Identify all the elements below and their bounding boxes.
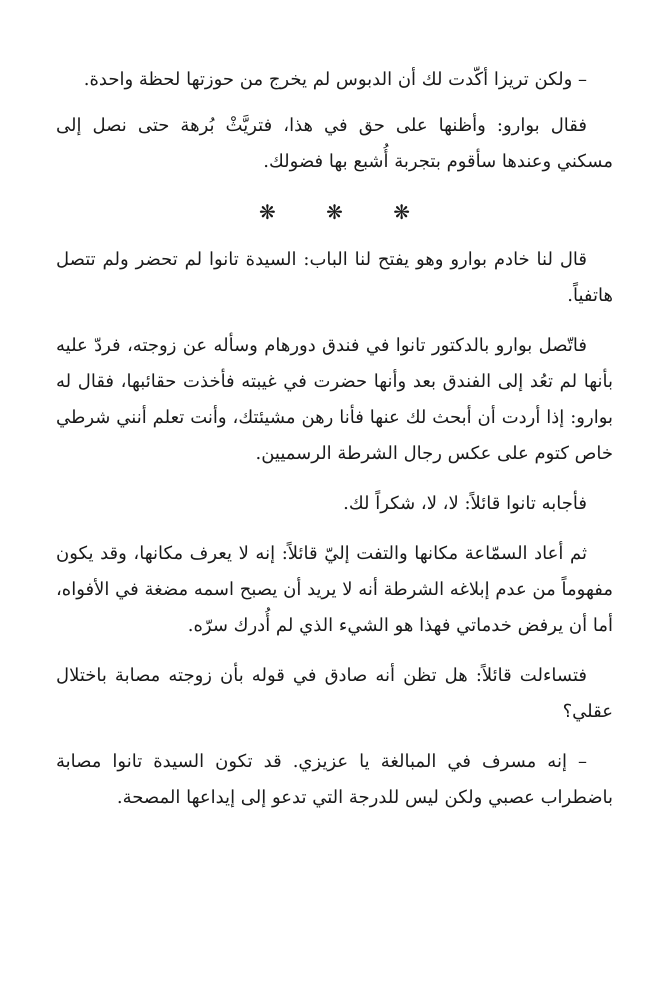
paragraph-2: فقال بوارو: وأظنها على حق في هذا، فتريَّثْ بُرهة حتى نصل إلى مسكني وعندها سأقوم بتجربة أُشبع بها فضولك.: [56, 115, 613, 172]
paragraph-8: – إنه مسرف في المبالغة يا عزيزي. قد تكون السيدة تانوا مصابة باضطراب عصبي ولكن ليس للدرجة التي تدعو إلى إيداعها المصحة.: [56, 751, 613, 808]
paragraph-4: فاتّصل بوارو بالدكتور تانوا في فندق دورهام وسأله عن زوجته، فردّ عليه بأنها لم تعُد إلى الفندق بعد وأنها حضرت في غيبته فأخذت حقائبها، فقال له بوارو: إذا أردت أن أبحث لك عنها فأنا رهن مشيئتك، وأنت تعلم أنني شرطي خاص كتوم على عكس رجال الشرطة الرسميين.: [56, 335, 613, 464]
paragraph-7: فتساءلت قائلاً: هل تظن أنه صادق في قوله بأن زوجته مصابة باختلال عقلي؟: [56, 665, 613, 722]
paragraph-1: – ولكن تريزا أكّدت لك أن الدبوس لم يخرج من حوزتها لحظة واحدة.: [83, 69, 587, 90]
book-page: [56, 62, 613, 830]
paragraph-5: فأجابه تانوا قائلاً: لا، لا، شكراً لك.: [343, 493, 587, 514]
section-separator: ❋ ❋ ❋: [259, 200, 432, 224]
paragraph-3: قال لنا خادم بوارو وهو يفتح لنا الباب: السيدة تانوا لم تحضر ولم تتصل هاتفياً.: [56, 249, 613, 306]
paragraph-6: ثم أعاد السمّاعة مكانها والتفت إليّ قائلاً: إنه لا يعرف مكانها، وقد يكون مفهوماً من عدم إبلاغه الشرطة أنه لا يريد أن يصبح اسمه مضغة في الأفواه، أما أن يرفض خدماتي فهذا هو الشيء الذي لم أُدرك سرّه.: [56, 543, 613, 636]
